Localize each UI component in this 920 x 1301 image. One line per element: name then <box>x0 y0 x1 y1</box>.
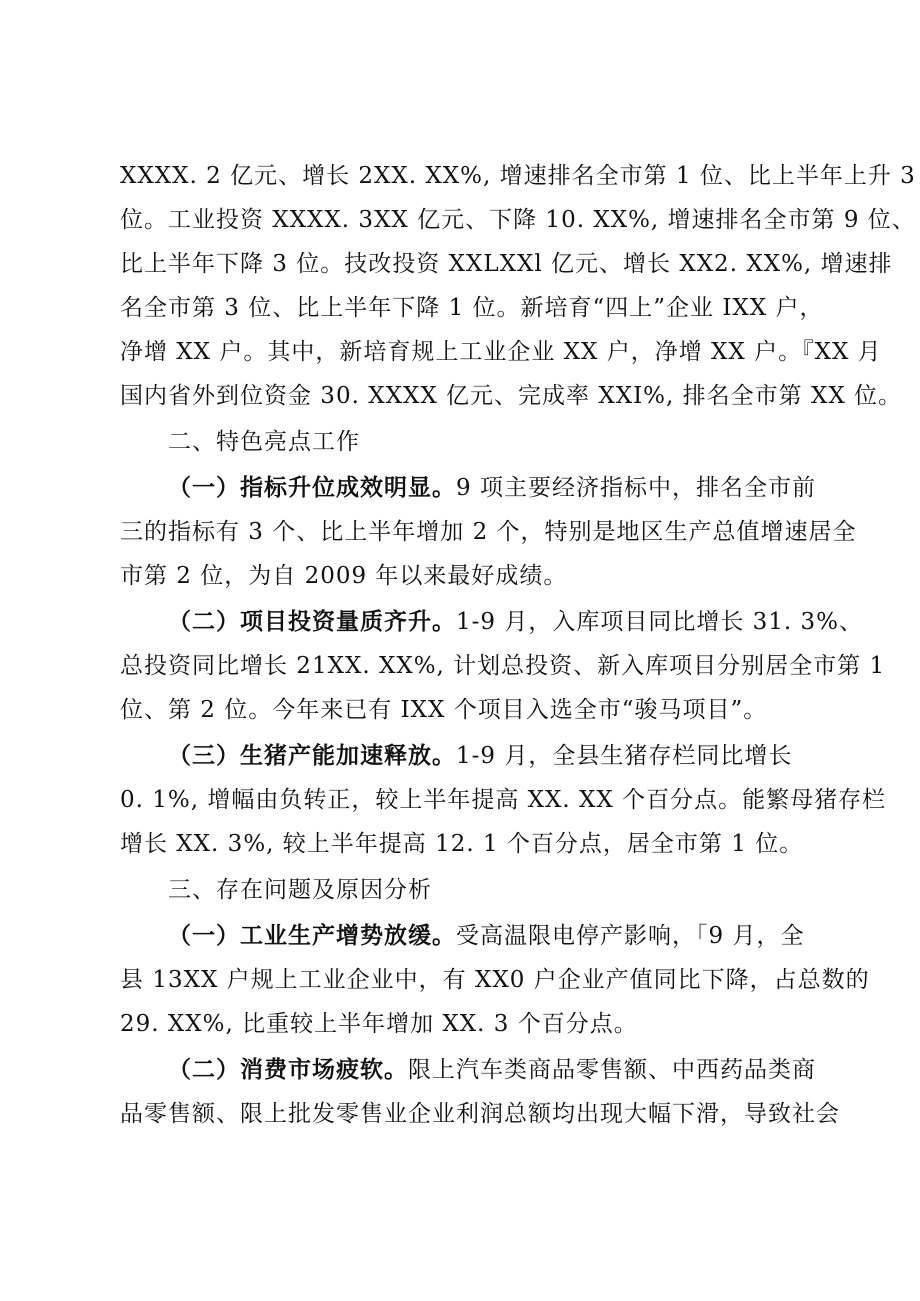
text-line <box>120 1048 820 1092</box>
text-line <box>120 600 864 644</box>
text-line: 位、第 2 位。今年来已有 IXX 个项目入选全市“骏马项目”。 <box>120 697 768 723</box>
text-line: 县 13XX 户规上工业企业中，有 XX0 户企业产值同比下降，占总数的 <box>120 967 870 993</box>
item-text: 1-9 月，入库项目同比增长 31. 3%、 <box>456 609 864 635</box>
text-line: XXXX. 2 亿元、增长 2XX. XX%, 增速排名全市第 1 位、比上半年上升 3 <box>120 163 916 189</box>
item-text: 9 项主要经济指标中，排名全市前 <box>456 475 816 501</box>
text-line: 名全市第 3 位、比上半年下降 1 位。新培育“四上”企业 IXX 户， <box>120 295 824 321</box>
section-heading-highlights: 二、特色亮点工作 <box>168 429 360 455</box>
item-lead: （一）工业生产增势放缓。 <box>168 923 456 949</box>
text-line: 29. XX%, 比重较上半年增加 XX. 3 个百分点。 <box>120 1011 638 1037</box>
item-lead: （一）指标升位成效明显。 <box>168 475 456 501</box>
text-line: 0. 1%, 增幅由负转正，较上半年提高 XX. XX 个百分点。能繁母猪存栏 <box>120 787 887 813</box>
document-page <box>120 154 916 1136</box>
paragraph-investment <box>120 154 916 418</box>
text-line: 总投资同比增长 21XX. XX%, 计划总投资、新入库项目分别居全市第 1 <box>120 653 886 679</box>
text-line: 位。工业投资 XXXX. 3XX 亿元、下降 10. XX%, 增速排名全市第 9 位、 <box>120 207 916 233</box>
text-line: 品零售额、限上批发零售业企业利润总额均出现大幅下滑，导致社会 <box>120 1101 840 1127</box>
text-line: 市第 2 位，为自 2009 年以来最好成绩。 <box>120 563 568 589</box>
highlight-item-projects <box>120 600 886 732</box>
item-text: 1-9 月，全县生猪存栏同比增长 <box>456 743 793 769</box>
text-line: 比上半年下降 3 位。技改投资 XXLXXl 亿元、增长 XX2. XX%, 增速排 <box>120 251 893 277</box>
item-lead: （三）生猪产能加速释放。 <box>168 743 456 769</box>
highlight-item-hogs <box>120 734 887 866</box>
text-line <box>120 734 820 778</box>
item-text: 限上汽车类商品零售额、中西药品类商 <box>408 1057 816 1083</box>
text-line: 净增 XX 户。其中，新培育规上工业企业 XX 户，净增 XX 户。『XX 月 <box>120 339 882 365</box>
problem-item-industry <box>120 914 870 1046</box>
text-line: 增长 XX. 3%, 较上半年提高 12. 1 个百分点，居全市第 1 位。 <box>120 831 804 857</box>
text-line: 国内省外到位资金 30. XXXX 亿元、完成率 XXI%, 排名全市第 XX 位。 <box>120 383 902 409</box>
text-line: 三的指标有 3 个、比上半年增加 2 个，特别是地区生产总值增速居全 <box>120 519 857 545</box>
item-lead: （二）项目投资量质齐升。 <box>168 609 456 635</box>
problem-item-consumption <box>120 1048 840 1136</box>
item-text: 受高温限电停产影响，「9 月，全 <box>456 923 805 949</box>
highlight-item-indicators <box>120 466 857 598</box>
item-lead: （二）消费市场疲软。 <box>168 1057 408 1083</box>
text-line <box>120 914 820 958</box>
text-line <box>120 466 820 510</box>
section-heading-problems: 三、存在问题及原因分析 <box>168 877 432 903</box>
